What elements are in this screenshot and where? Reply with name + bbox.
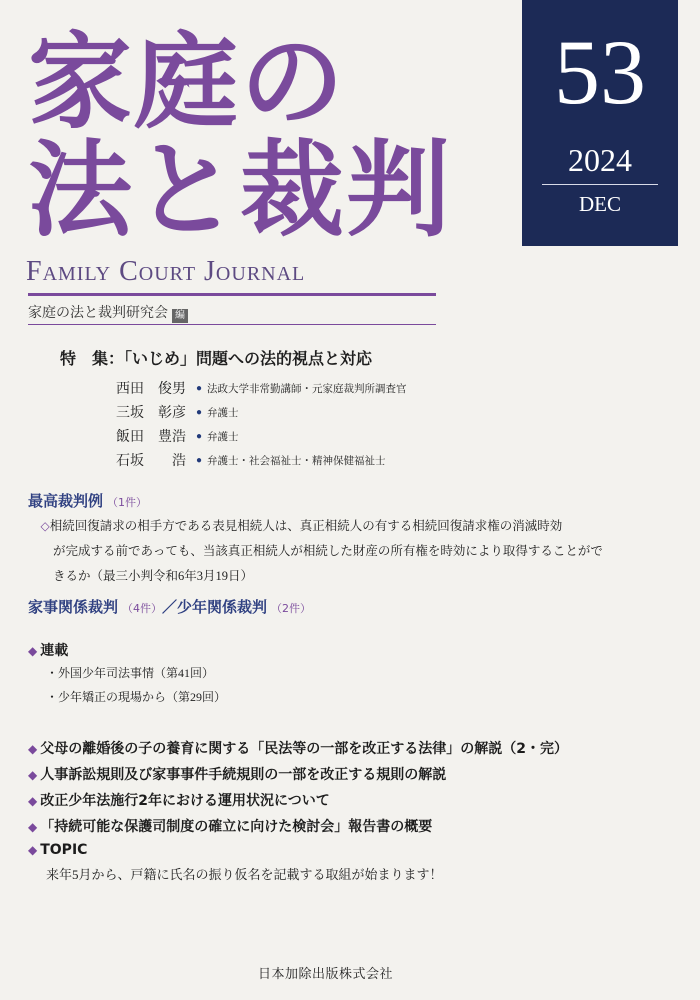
author-row — [116, 448, 407, 472]
author-row — [116, 400, 407, 424]
article-item: ◆ 父母の離婚後の子の養育に関する「民法等の一部を改正する法律」の解説（2・完） — [28, 741, 568, 757]
supreme-count: （1件） — [107, 496, 148, 509]
case-line: ◇相続回復請求の相手方である表見相続人は、真正相続人の有する相続回復請求権の消滅時効 — [40, 519, 563, 533]
issue-year: 2024 — [568, 142, 632, 178]
diamond-outline-icon: ◇ — [40, 519, 50, 533]
article-item: ◆ 人事訴訟規則及び家事事件手続規則の一部を改正する規則の解説 — [28, 767, 447, 783]
title-line-2: 法と裁判 — [28, 129, 453, 251]
author-title: 弁護士 — [207, 407, 239, 419]
issue-month: DEC — [579, 192, 621, 216]
diamond-icon: ◆ — [28, 768, 38, 782]
author-name: 飯田 豊浩 — [116, 430, 186, 445]
feature-heading: 特 集：「いじめ」問題への法的視点と対応 — [60, 349, 373, 368]
family-juvenile-heading — [28, 596, 311, 617]
author-name: 西田 俊男 — [116, 382, 186, 397]
issue-divider — [542, 184, 658, 185]
juvenile-heading-text: 少年関係裁判 — [177, 598, 268, 616]
family-count: （4件） — [122, 602, 163, 615]
heading-separator: ／ — [162, 598, 178, 616]
issue-box — [522, 0, 678, 246]
title-line-1: 家庭の — [28, 21, 347, 143]
article-item: ◆ 改正少年法施行2年における運用状況について — [28, 793, 330, 809]
english-title: Family Court Journal — [26, 256, 306, 287]
bullet-icon: ● — [196, 406, 203, 418]
diamond-icon: ◆ — [28, 843, 38, 857]
juvenile-count: （2件） — [271, 602, 312, 615]
diamond-icon: ◆ — [28, 820, 38, 834]
bullet-icon: ● — [196, 454, 203, 466]
editor-rule — [28, 324, 436, 325]
bullet-icon: ● — [196, 382, 203, 394]
supreme-heading-text: 最高裁判例 — [28, 492, 104, 510]
editor-name: 家庭の法と裁判研究会 — [28, 305, 168, 321]
serial-item: ・少年矯正の現場から（第29回） — [46, 690, 227, 704]
topic-body: 来年5月から、戸籍に氏名の振り仮名を記載する取組が始まります！ — [46, 867, 443, 882]
author-title: 法政大学非常勤講師・元家庭裁判所調査官 — [207, 383, 407, 395]
topic-heading: ◆ TOPIC — [28, 842, 88, 858]
diamond-icon: ◆ — [28, 794, 38, 808]
family-heading-text: 家事関係裁判 — [28, 598, 119, 616]
serial-item: ・外国少年司法事情（第41回） — [46, 666, 215, 680]
publisher-name: 日本加除出版株式会社 — [258, 967, 394, 982]
author-row — [116, 424, 407, 448]
diamond-icon: ◆ — [28, 644, 38, 658]
article-item: ◆ 「持続可能な保護司制度の確立に向けた検討会」報告書の概要 — [28, 819, 433, 835]
case-line: きるか（最三小判令和6年3月19日） — [53, 569, 254, 583]
author-title: 弁護士・社会福祉士・精神保健福祉士 — [207, 455, 386, 467]
serial-heading: ◆ 連載 — [28, 643, 69, 659]
case-line: が完成する前であっても、当該真正相続人が相続した財産の所有権を時効により取得することがで — [53, 544, 603, 558]
editor-line — [28, 302, 188, 323]
diamond-icon: ◆ — [28, 742, 38, 756]
supreme-court-heading — [28, 490, 147, 511]
author-list — [116, 376, 407, 472]
bullet-icon: ● — [196, 430, 203, 442]
author-name: 三坂 彰彦 — [116, 406, 186, 421]
supreme-case-text — [28, 514, 678, 589]
author-name: 石坂 浩 — [116, 454, 186, 469]
title-rule — [28, 293, 436, 296]
author-row — [116, 376, 407, 400]
author-title: 弁護士 — [207, 431, 239, 443]
editor-mark: 編 — [172, 309, 188, 323]
issue-number: 53 — [554, 21, 646, 123]
